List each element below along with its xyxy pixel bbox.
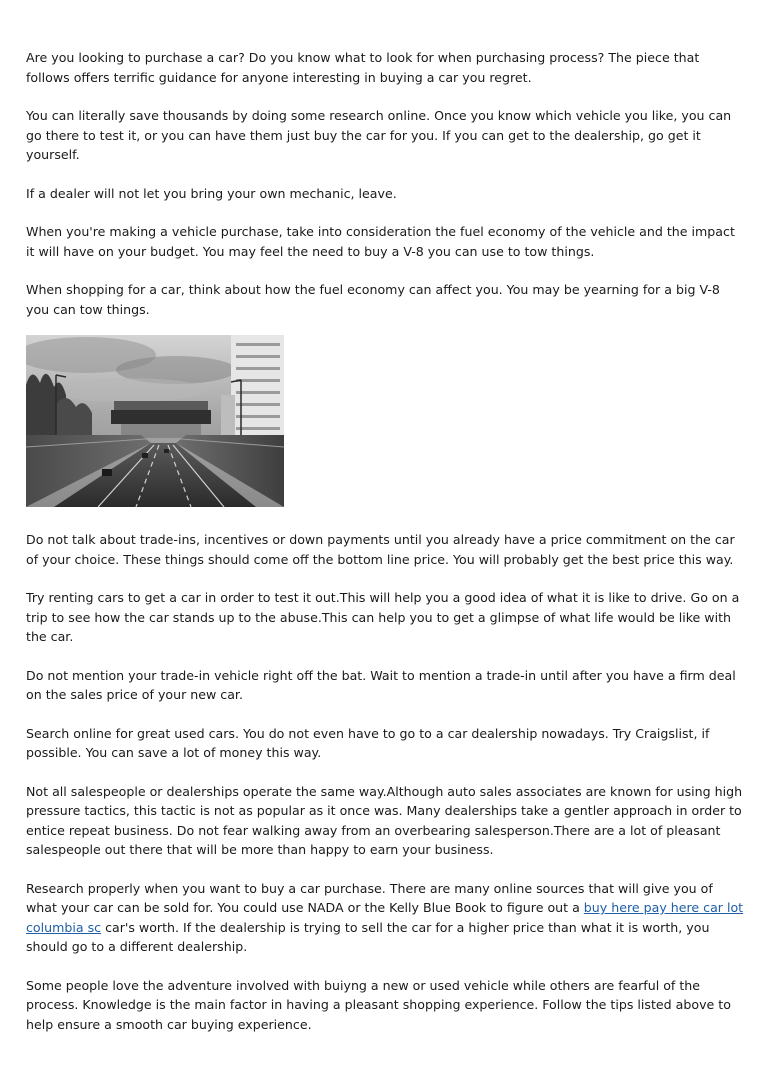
paragraph-fuel-economy: When shopping for a car, think about how the fuel economy can affect you. You may be yearning for a big V-8 you can tow things.	[26, 282, 720, 317]
paragraph-conclusion: Some people love the adventure involved with buiyng a new or used vehicle while others are fearful of the process. Knowledge is the main factor in having a pleasant shopping experience. Follow the tips listed above to help ensure a smooth car buying experience.	[26, 977, 731, 1032]
paragraph-mechanic: If a dealer will not let you bring your own mechanic, leave.	[26, 185, 397, 201]
paragraph-fuel-budget: When you're making a vehicle purchase, take into consideration the fuel economy of the vehicle and the impact it will have on your budget. You may feel the need to buy a V-8 you can use to tow things.	[26, 224, 735, 259]
paragraph-research-value-before: Research properly when you want to buy a car purchase. There are many online sources that will give you of what your car can be sold for. You could use NADA or the Kelly Blue Book to figure out a	[26, 880, 713, 915]
buy-here-pay-here-link[interactable]: buy here pay here car lot columbia sc	[26, 900, 744, 935]
article-body	[26, 48, 746, 1053]
paragraph-research-value	[26, 879, 746, 957]
paragraph-renting: Try renting cars to get a car in order to test it out.This will help you a good idea of what it is like to drive. Go on a trip to see how the car stands up to the abuse.This can help you to get a glimpse of what life would be like with the car.	[26, 590, 740, 644]
paragraph-used-cars: Search online for great used cars. You do not even have to go to a car dealership nowadays. Try Craigslist, if possible. You can save a lot of money this way.	[26, 725, 710, 760]
paragraph-trade-in-timing: Do not mention your trade-in vehicle right off the bat. Wait to mention a trade-in until after you have a firm deal on the sales price of your new car.	[26, 667, 736, 702]
paragraph-research-online: You can literally save thousands by doing some research online. Once you know which vehicle you like, you can go there to test it, or you can have them just buy the car for you. If you can get to the dealership, go get it yourself.	[26, 108, 732, 162]
paragraph-intro: Are you looking to purchase a car? Do you know what to look for when purchasing process? The piece that follows offers terrific guidance for anyone interesting in buying a car you regret.	[26, 50, 700, 85]
paragraph-trade-ins: Do not talk about trade-ins, incentives or down payments until you already have a price commitment on the car of your choice. These things should come off the bottom line price. You will probably get the best price this way.	[26, 532, 735, 567]
highway-underpass-photo	[26, 335, 284, 507]
paragraph-research-value-after: car's worth. If the dealership is trying to sell the car for a higher price than what it is worth, you should go to a different dealership.	[26, 919, 710, 954]
paragraph-salespeople: Not all salespeople or dealerships operate the same way.Although auto sales associates are known for using high pressure tactics, this tactic is not as popular as it once was. Many dealerships take a gentler approach in order to entice repeat business. Do not fear walking away from an overbearing salesperson.There are a lot of pleasant salespeople out there that will be more than happy to earn your business.	[26, 783, 743, 857]
